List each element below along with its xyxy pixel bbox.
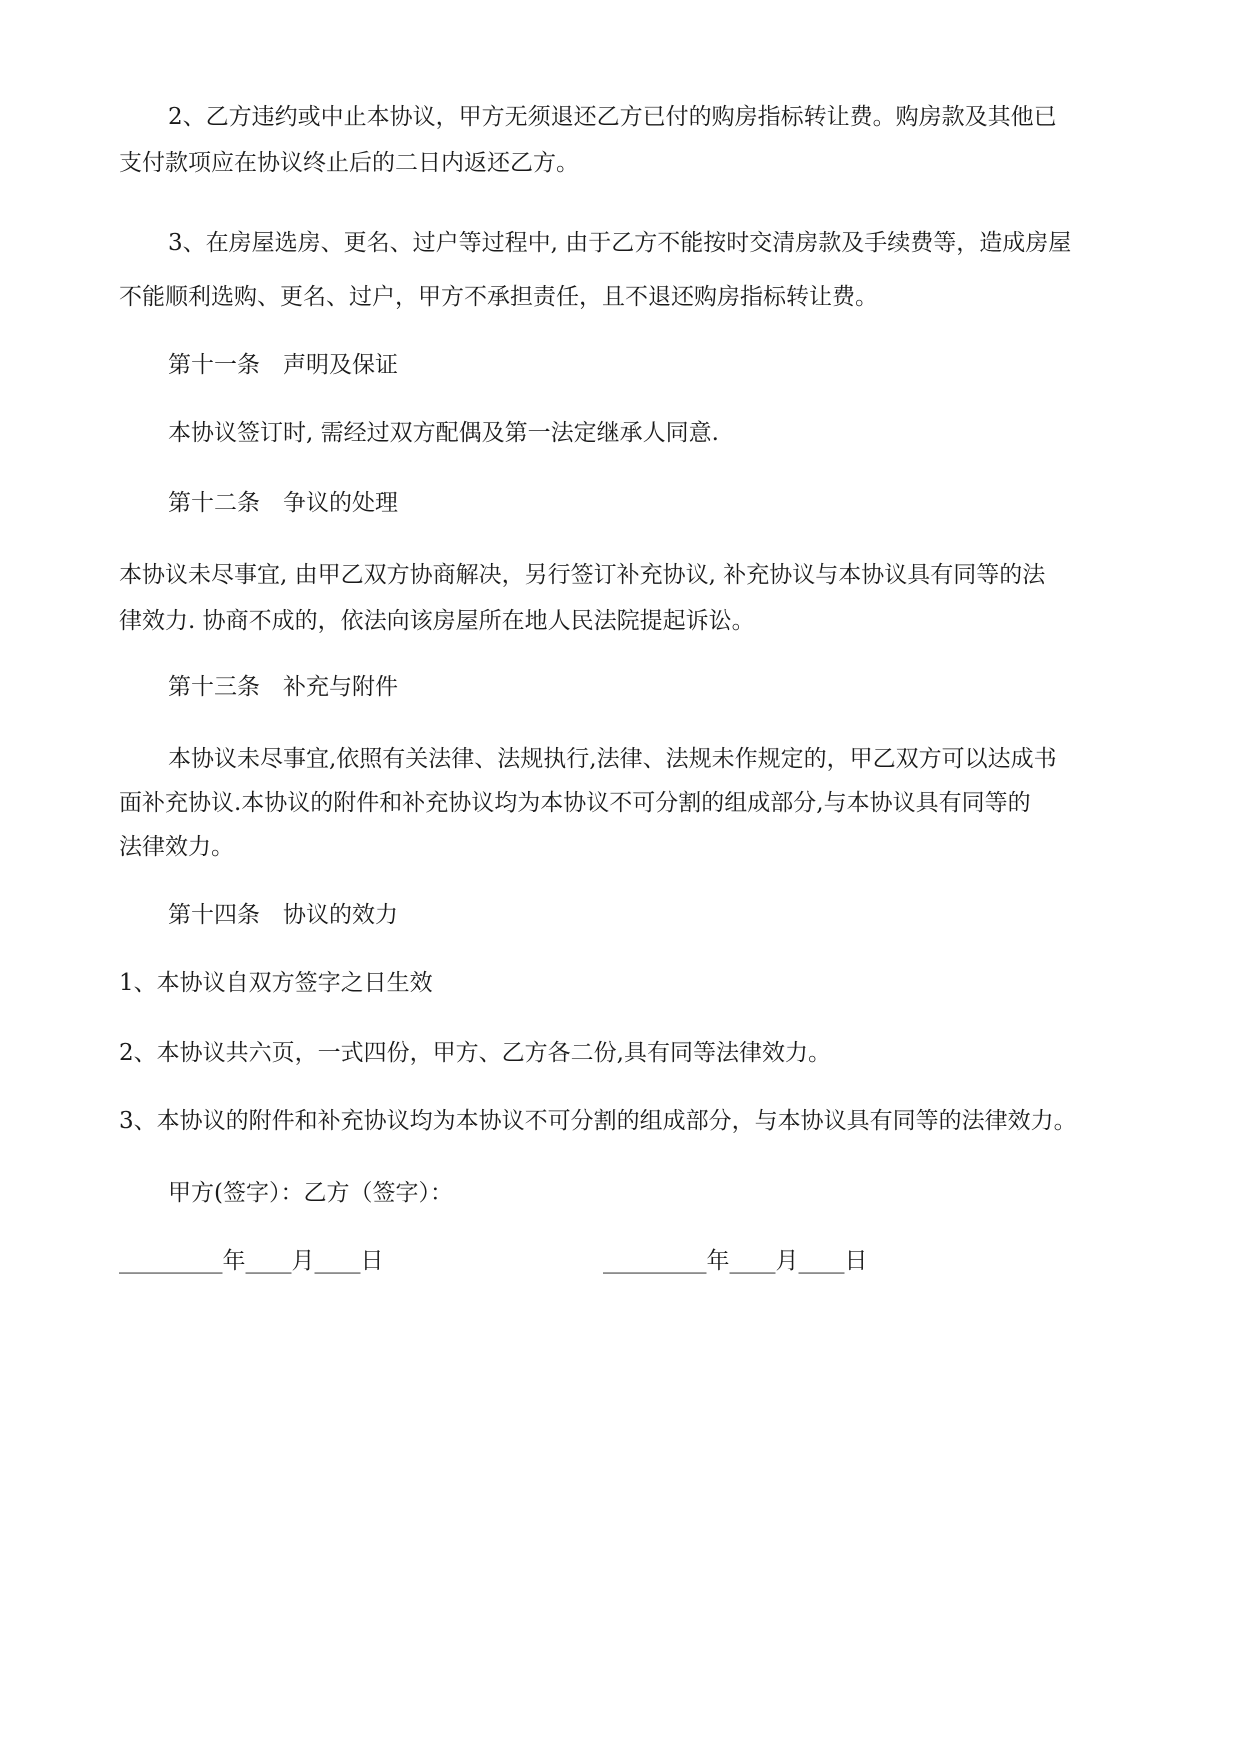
- clause-10-item-2-line-2: 支付款项应在协议终止后的二日内返还乙方。: [119, 150, 579, 176]
- clause-11-heading: 第十一条 声明及保证: [168, 352, 398, 378]
- clause-13-body-line-3: 法律效力。: [119, 834, 234, 860]
- clause-12-body-line-1: 本协议未尽事宜, 由甲乙双方协商解决，另行签订补充协议, 补充协议与本协议具有同等的法: [119, 562, 1046, 588]
- signature-label: 甲方(签字）：乙方（签字）：: [168, 1180, 453, 1206]
- clause-10-item-3-line-1: 3、在房屋选房、更名、过户等过程中, 由于乙方不能按时交清房款及手续费等，造成房屋: [168, 230, 1072, 256]
- clause-13-body-line-1: 本协议未尽事宜,依照有关法律、法规执行,法律、法规未作规定的，甲乙双方可以达成书: [168, 746, 1057, 772]
- clause-10-item-2-line-1: 2、乙方违约或中止本协议，甲方无须退还乙方已付的购房指标转让费。购房款及其他已: [168, 104, 1057, 130]
- clause-12-heading: 第十二条 争议的处理: [168, 490, 398, 516]
- clause-14-item-3: 3、本协议的附件和补充协议均为本协议不可分割的组成部分，与本协议具有同等的法律效力。: [119, 1108, 1077, 1134]
- clause-14-heading: 第十四条 协议的效力: [168, 902, 398, 928]
- clause-11-body: 本协议签订时, 需经过双方配偶及第一法定继承人同意.: [168, 420, 719, 446]
- clause-10-item-3-line-2: 不能顺利选购、更名、过户，甲方不承担责任，且不退还购房指标转让费。: [119, 284, 878, 310]
- clause-13-heading: 第十三条 补充与附件: [168, 674, 398, 700]
- clause-14-item-2: 2、本协议共六页，一式四份，甲方、乙方各二份,具有同等法律效力。: [119, 1040, 831, 1066]
- clause-13-body-line-2: 面补充协议.本协议的附件和补充协议均为本协议不可分割的组成部分,与本协议具有同等的: [119, 790, 1031, 816]
- signature-date-party-b: _________年____月____日: [603, 1248, 868, 1274]
- clause-14-item-1: 1、本协议自双方签字之日生效: [119, 970, 433, 996]
- signature-date-party-a: _________年____月____日: [119, 1248, 384, 1274]
- clause-12-body-line-2: 律效力. 协商不成的，依法向该房屋所在地人民法院提起诉讼。: [119, 608, 755, 634]
